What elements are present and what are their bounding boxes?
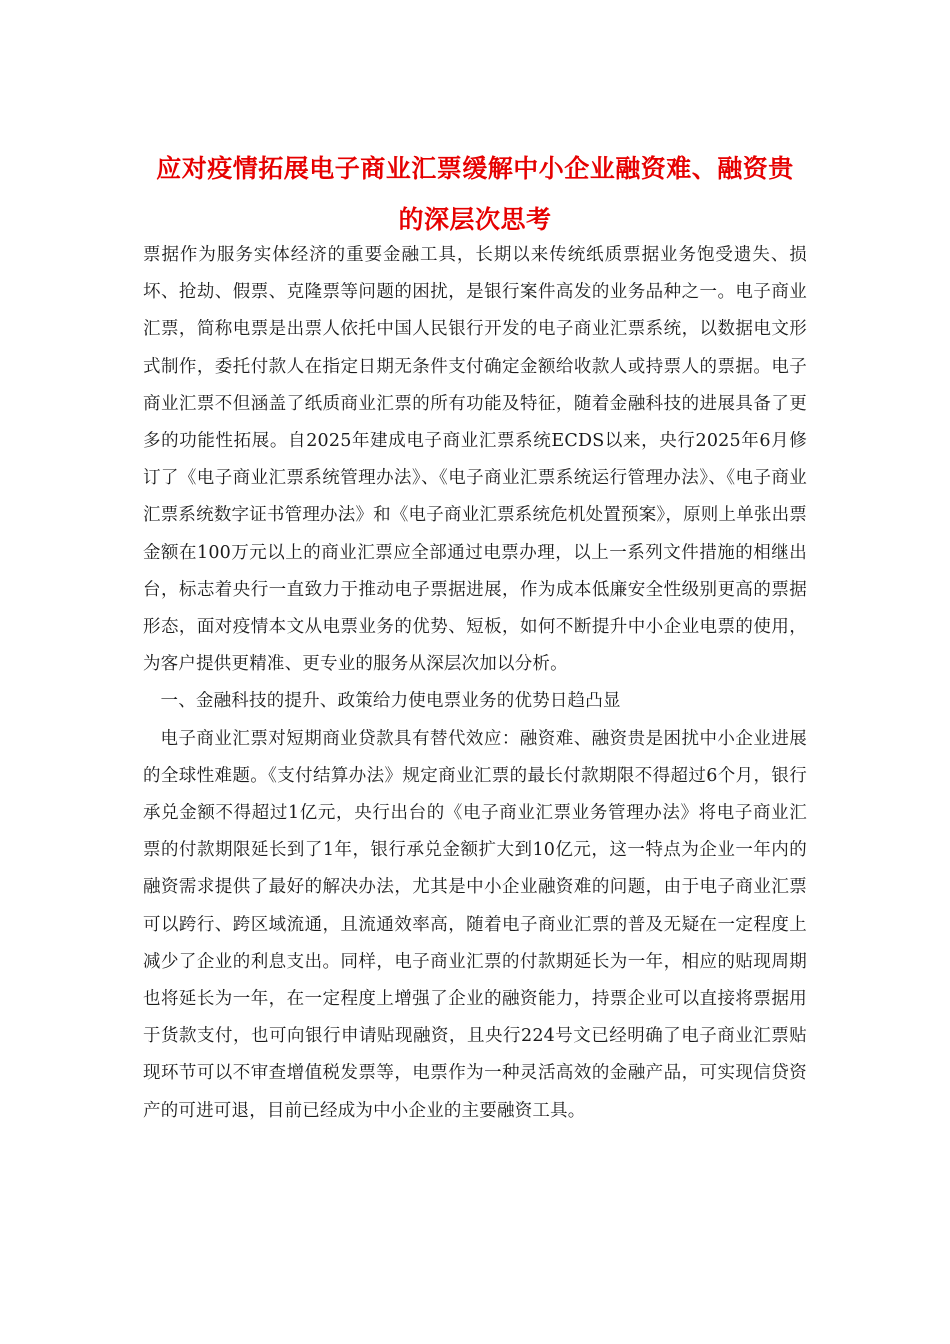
document-title-line-2: 的深层次思考 (398, 205, 552, 234)
paragraph-intro: 票据作为服务实体经济的重要金融工具，长期以来传统纸质票据业务饱受遗失、损坏、抢劫、假票、克隆票等问题的困扰，是银行案件高发的业务品种之一。电子商业汇票，简称电票是出票人依托中国人民银行开发的电子商业汇票系统，以数据电文形式制作，委托付款人在指定日期无条件支付确定金额给收款人或持票人的票据。电子商业汇票不但涵盖了纸质商业汇票的所有功能及特征，随着金融科技的进展具备了更多的功能性拓展。自2025年建成电子商业汇票系统ECDS以来，央行2025年6月修订了《电子商业汇票系统管理办法》、《电子商业汇票系统运行管理办法》、《电子商业汇票系统数字证书管理办法》和《电子商业汇票系统危机处置预案》，原则上单张出票金额在100万元以上的商业汇票应全部通过电票办理，以上一系列文件措施的相继出台，标志着央行一直致力于推动电子票据进展，作为成本低廉安全性级别更高的票据形态，面对疫情本文从电票业务的优势、短板，如何不断提升中小企业电票的使用，为客户提供更精准、更专业的服务从深层次加以分析。 (143, 245, 807, 675)
document-title-line-1: 应对疫情拓展电子商业汇票缓解中小企业融资难、融资贵 (156, 154, 794, 183)
document-body (143, 237, 807, 1130)
section-heading-1: 一、金融科技的提升、政策给力使电票业务的优势日趋凸显 (160, 691, 621, 712)
paragraph-section-1: 电子商业汇票对短期商业贷款具有替代效应：融资难、融资贵是困扰中小企业进展的全球性难题。《支付结算办法》规定商业汇票的最长付款期限不得超过6个月，银行承兑金额不得超过1亿元，央行出台的《电子商业汇票业务管理办法》将电子商业汇票的付款期限延长到了1年，银行承兑金额扩大到10亿元，这一特点为企业一年内的融资需求提供了最好的解决办法，尤其是中小企业融资难的问题，由于电子商业汇票可以跨行、跨区域流通，且流通效率高，随着电子商业汇票的普及无疑在一定程度上减少了企业的利息支出。同样，电子商业汇票的付款期延长为一年，相应的贴现周期也将延长为一年，在一定程度上增强了企业的融资能力，持票企业可以直接将票据用于货款支付，也可向银行申请贴现融资，且央行224号文已经明确了电子商业汇票贴现环节可以不审查增值税发票等，电票作为一种灵活高效的金融产品，可实现信贷资产的可进可退，目前已经成为中小企业的主要融资工具。 (143, 728, 807, 1121)
